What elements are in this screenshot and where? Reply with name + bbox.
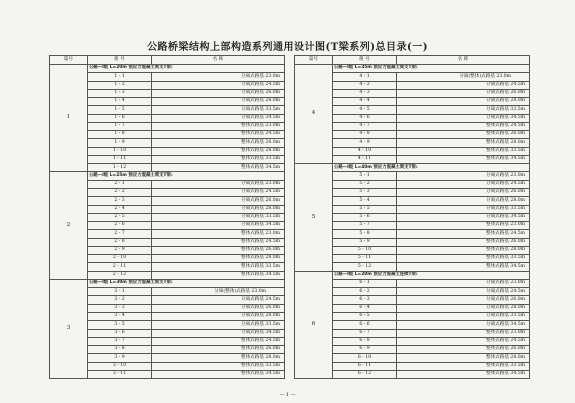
volume-number: 3	[50, 279, 88, 378]
volume-name: 分离式路基 26.0m	[397, 188, 530, 196]
volume-name: 分离式路基 34.5m	[397, 213, 530, 221]
volume-name: 整体式路基 28.0m	[152, 147, 285, 155]
volume-code: 4 - 6	[333, 114, 397, 122]
volume-name: 分离式路基 28.0m	[397, 98, 530, 106]
volume-name: 整体式路基 28.0m	[397, 246, 530, 254]
volume-name: 分离(整体)式路基 23.0m	[152, 288, 285, 296]
column-header-code: 册 号	[333, 56, 397, 65]
volume-code: 2 - 2	[88, 188, 152, 196]
volume-name: 整体式路基 23.0m	[397, 329, 530, 337]
volume-name: 分离式路基 26.0m	[152, 304, 285, 312]
volume-code: 2 - 1	[88, 180, 152, 188]
volume-code: 4 - 7	[333, 122, 397, 130]
volume-code: 2 - 4	[88, 205, 152, 213]
volume-code: 3 - 8	[88, 346, 152, 354]
volume-code: 4 - 10	[333, 147, 397, 155]
volume-name: 分离式路基 33.5m	[152, 321, 285, 329]
group-header: 公路—Ⅰ级 L=30m 预应力混凝土简支T梁:	[88, 279, 285, 287]
volume-name: 分离式路基 26.0m	[397, 89, 530, 97]
volume-name: 分离式路基 24.5m	[397, 288, 530, 296]
volume-code: 3 - 4	[88, 312, 152, 320]
volume-code: 4 - 9	[333, 139, 397, 147]
volume-code: 5 - 1	[333, 172, 397, 180]
volume-number: 4	[295, 65, 333, 164]
catalog-table-right	[294, 55, 530, 379]
volume-code: 4 - 8	[333, 131, 397, 139]
volume-name: 分离式路基 28.0m	[152, 98, 285, 106]
volume-name: 整体式路基 28.0m	[397, 139, 530, 147]
volume-name: 分离式路基 28.0m	[397, 197, 530, 205]
group-header-row	[50, 172, 285, 180]
volume-name: 分离式路基 34.5m	[152, 222, 285, 230]
volume-code: 5 - 8	[333, 230, 397, 238]
volume-code: 1 - 12	[88, 164, 152, 172]
volume-name: 整体式路基 26.0m	[152, 346, 285, 354]
page-title: 公路桥梁结构上部构造系列通用设计图(T梁系列)总目录(一)	[147, 42, 428, 53]
table-header-row	[295, 56, 530, 65]
volume-name: 分离式路基 26.0m	[397, 296, 530, 304]
volume-code: 2 - 5	[88, 213, 152, 221]
volume-name: 分离式路基 24.5m	[397, 81, 530, 89]
volume-number: 1	[50, 65, 88, 172]
volume-code: 1 - 7	[88, 122, 152, 130]
volume-code: 6 - 3	[333, 296, 397, 304]
page-number: — 1 —	[279, 392, 296, 398]
volume-name: 分离式路基 33.5m	[152, 213, 285, 221]
volume-name: 分离式路基 33.5m	[397, 205, 530, 213]
volume-name: 整体式路基 24.5m	[397, 337, 530, 345]
volume-name: 整体式路基 23.0m	[152, 122, 285, 130]
volume-name: 整体式路基 33.5m	[397, 362, 530, 370]
volume-name: 整体式路基 24.5m	[397, 122, 530, 130]
volume-code: 6 - 9	[333, 346, 397, 354]
volume-code: 3 - 3	[88, 304, 152, 312]
column-header-seq: 篇号	[295, 56, 333, 65]
volume-name: 整体式路基 26.0m	[152, 246, 285, 254]
volume-code: 6 - 11	[333, 362, 397, 370]
volume-name: 整体式路基 33.5m	[152, 155, 285, 163]
volume-name: 分离式路基 34.5m	[152, 114, 285, 122]
group-header-row	[295, 271, 530, 279]
group-header-row	[50, 65, 285, 73]
volume-name: 分离式路基 33.5m	[397, 106, 530, 114]
group-header: 公路—Ⅰ级 L=35m 预应力混凝土简支T梁:	[333, 65, 530, 73]
volume-name: 分离式路基 28.0m	[397, 304, 530, 312]
volume-code: 3 - 11	[88, 370, 152, 378]
volume-code: 5 - 5	[333, 205, 397, 213]
volume-code: 1 - 4	[88, 98, 152, 106]
volume-code: 2 - 7	[88, 230, 152, 238]
volume-code: 4 - 2	[333, 81, 397, 89]
volume-code: 5 - 3	[333, 188, 397, 196]
volume-name: 分离式路基 34.5m	[397, 114, 530, 122]
volume-code: 3 - 10	[88, 362, 152, 370]
volume-code: 6 - 12	[333, 370, 397, 378]
volume-code: 2 - 3	[88, 197, 152, 205]
volume-code: 3 - 9	[88, 354, 152, 362]
volume-code: 1 - 6	[88, 114, 152, 122]
volume-name: 整体式路基 33.5m	[397, 147, 530, 155]
volume-code: 2 - 11	[88, 263, 152, 271]
group-header: 公路—Ⅰ级 L=20m 预应力混凝土连续T梁:	[333, 271, 530, 279]
volume-code: 6 - 7	[333, 329, 397, 337]
volume-code: 3 - 1	[88, 288, 152, 296]
volume-name: 分离(整体)式路基 23.0m	[397, 73, 530, 81]
volume-code: 3 - 6	[88, 329, 152, 337]
volume-code: 1 - 10	[88, 147, 152, 155]
volume-name: 整体式路基 26.0m	[397, 131, 530, 139]
volume-name: 整体式路基 28.0m	[397, 354, 530, 362]
table-header-row	[50, 56, 285, 65]
volume-code: 1 - 3	[88, 89, 152, 97]
volume-name: 整体式路基 34.5m	[152, 271, 285, 279]
volume-code: 5 - 12	[333, 263, 397, 271]
volume-name: 整体式路基 34.5m	[152, 370, 285, 378]
volume-code: 1 - 5	[88, 106, 152, 114]
volume-name: 分离式路基 28.0m	[152, 205, 285, 213]
volume-name: 分离式路基 24.5m	[397, 180, 530, 188]
volume-code: 4 - 4	[333, 98, 397, 106]
volume-code: 1 - 11	[88, 155, 152, 163]
volume-name: 分离式路基 23.0m	[152, 180, 285, 188]
volume-code: 3 - 2	[88, 296, 152, 304]
volume-code: 5 - 6	[333, 213, 397, 221]
volume-name: 整体式路基 33.5m	[152, 263, 285, 271]
column-header-seq: 篇号	[50, 56, 88, 65]
group-header: 公路—Ⅰ级 L=25m 预应力混凝土简支T梁:	[88, 172, 285, 180]
volume-name: 整体式路基 26.0m	[397, 238, 530, 246]
volume-name: 分离式路基 26.0m	[152, 197, 285, 205]
catalog-table-left	[49, 55, 285, 379]
volume-code: 4 - 5	[333, 106, 397, 114]
group-header-row	[50, 279, 285, 287]
volume-name: 整体式路基 28.0m	[152, 354, 285, 362]
volume-name: 整体式路基 26.0m	[397, 346, 530, 354]
column-header-name: 名 称	[397, 56, 530, 65]
volume-number: 5	[295, 164, 333, 271]
volume-name: 分离式路基 33.5m	[152, 106, 285, 114]
volume-code: 6 - 8	[333, 337, 397, 345]
volume-code: 2 - 12	[88, 271, 152, 279]
volume-code: 2 - 9	[88, 246, 152, 254]
volume-code: 6 - 1	[333, 279, 397, 287]
volume-code: 6 - 2	[333, 288, 397, 296]
volume-code: 5 - 9	[333, 238, 397, 246]
volume-name: 整体式路基 24.5m	[152, 131, 285, 139]
volume-code: 1 - 8	[88, 131, 152, 139]
volume-name: 分离式路基 34.5m	[397, 321, 530, 329]
group-header-row	[295, 65, 530, 73]
volume-name: 整体式路基 34.5m	[152, 164, 285, 172]
column-header-name: 名 称	[152, 56, 285, 65]
volume-code: 5 - 7	[333, 222, 397, 230]
volume-name: 分离式路基 23.0m	[152, 73, 285, 81]
volume-name: 分离式路基 34.5m	[152, 329, 285, 337]
volume-name: 整体式路基 28.0m	[152, 255, 285, 263]
group-header: 公路—Ⅰ级 L=40m 预应力混凝土简支T梁:	[333, 164, 530, 172]
volume-code: 6 - 5	[333, 312, 397, 320]
volume-number: 2	[50, 172, 88, 279]
volume-code: 4 - 1	[333, 73, 397, 81]
volume-code: 3 - 7	[88, 337, 152, 345]
volume-name: 分离式路基 24.5m	[152, 81, 285, 89]
volume-code: 5 - 11	[333, 255, 397, 263]
volume-code: 4 - 3	[333, 89, 397, 97]
volume-name: 整体式路基 34.5m	[397, 263, 530, 271]
volume-name: 分离式路基 28.0m	[152, 312, 285, 320]
volume-name: 分离式路基 24.5m	[152, 296, 285, 304]
volume-code: 1 - 1	[88, 73, 152, 81]
volume-name: 分离式路基 23.0m	[397, 279, 530, 287]
volume-code: 2 - 6	[88, 222, 152, 230]
volume-code: 5 - 2	[333, 180, 397, 188]
volume-name: 整体式路基 33.5m	[152, 362, 285, 370]
volume-name: 整体式路基 24.5m	[397, 230, 530, 238]
volume-name: 整体式路基 24.5m	[152, 337, 285, 345]
volume-code: 5 - 4	[333, 197, 397, 205]
volume-code: 5 - 10	[333, 246, 397, 254]
volume-code: 1 - 9	[88, 139, 152, 147]
volume-code: 3 - 5	[88, 321, 152, 329]
volume-name: 分离式路基 23.0m	[397, 172, 530, 180]
volume-name: 整体式路基 34.5m	[397, 370, 530, 378]
volume-name: 分离式路基 26.0m	[152, 89, 285, 97]
volume-code: 6 - 4	[333, 304, 397, 312]
volume-name: 分离式路基 24.5m	[152, 188, 285, 196]
volume-code: 1 - 2	[88, 81, 152, 89]
volume-name: 分离式路基 33.5m	[397, 312, 530, 320]
volume-code: 6 - 10	[333, 354, 397, 362]
column-header-code: 册 号	[88, 56, 152, 65]
volume-code: 2 - 10	[88, 255, 152, 263]
volume-name: 整体式路基 23.0m	[397, 222, 530, 230]
volume-code: 6 - 6	[333, 321, 397, 329]
volume-name: 整体式路基 24.5m	[152, 238, 285, 246]
volume-code: 2 - 8	[88, 238, 152, 246]
volume-name: 整体式路基 34.5m	[397, 155, 530, 163]
volume-name: 整体式路基 33.5m	[397, 255, 530, 263]
volume-code: 4 - 11	[333, 155, 397, 163]
group-header: 公路—Ⅰ级 L=20m 预应力混凝土简支T梁:	[88, 65, 285, 73]
volume-name: 整体式路基 26.0m	[152, 139, 285, 147]
volume-number: 6	[295, 271, 333, 378]
volume-name: 整体式路基 23.0m	[152, 230, 285, 238]
group-header-row	[295, 164, 530, 172]
